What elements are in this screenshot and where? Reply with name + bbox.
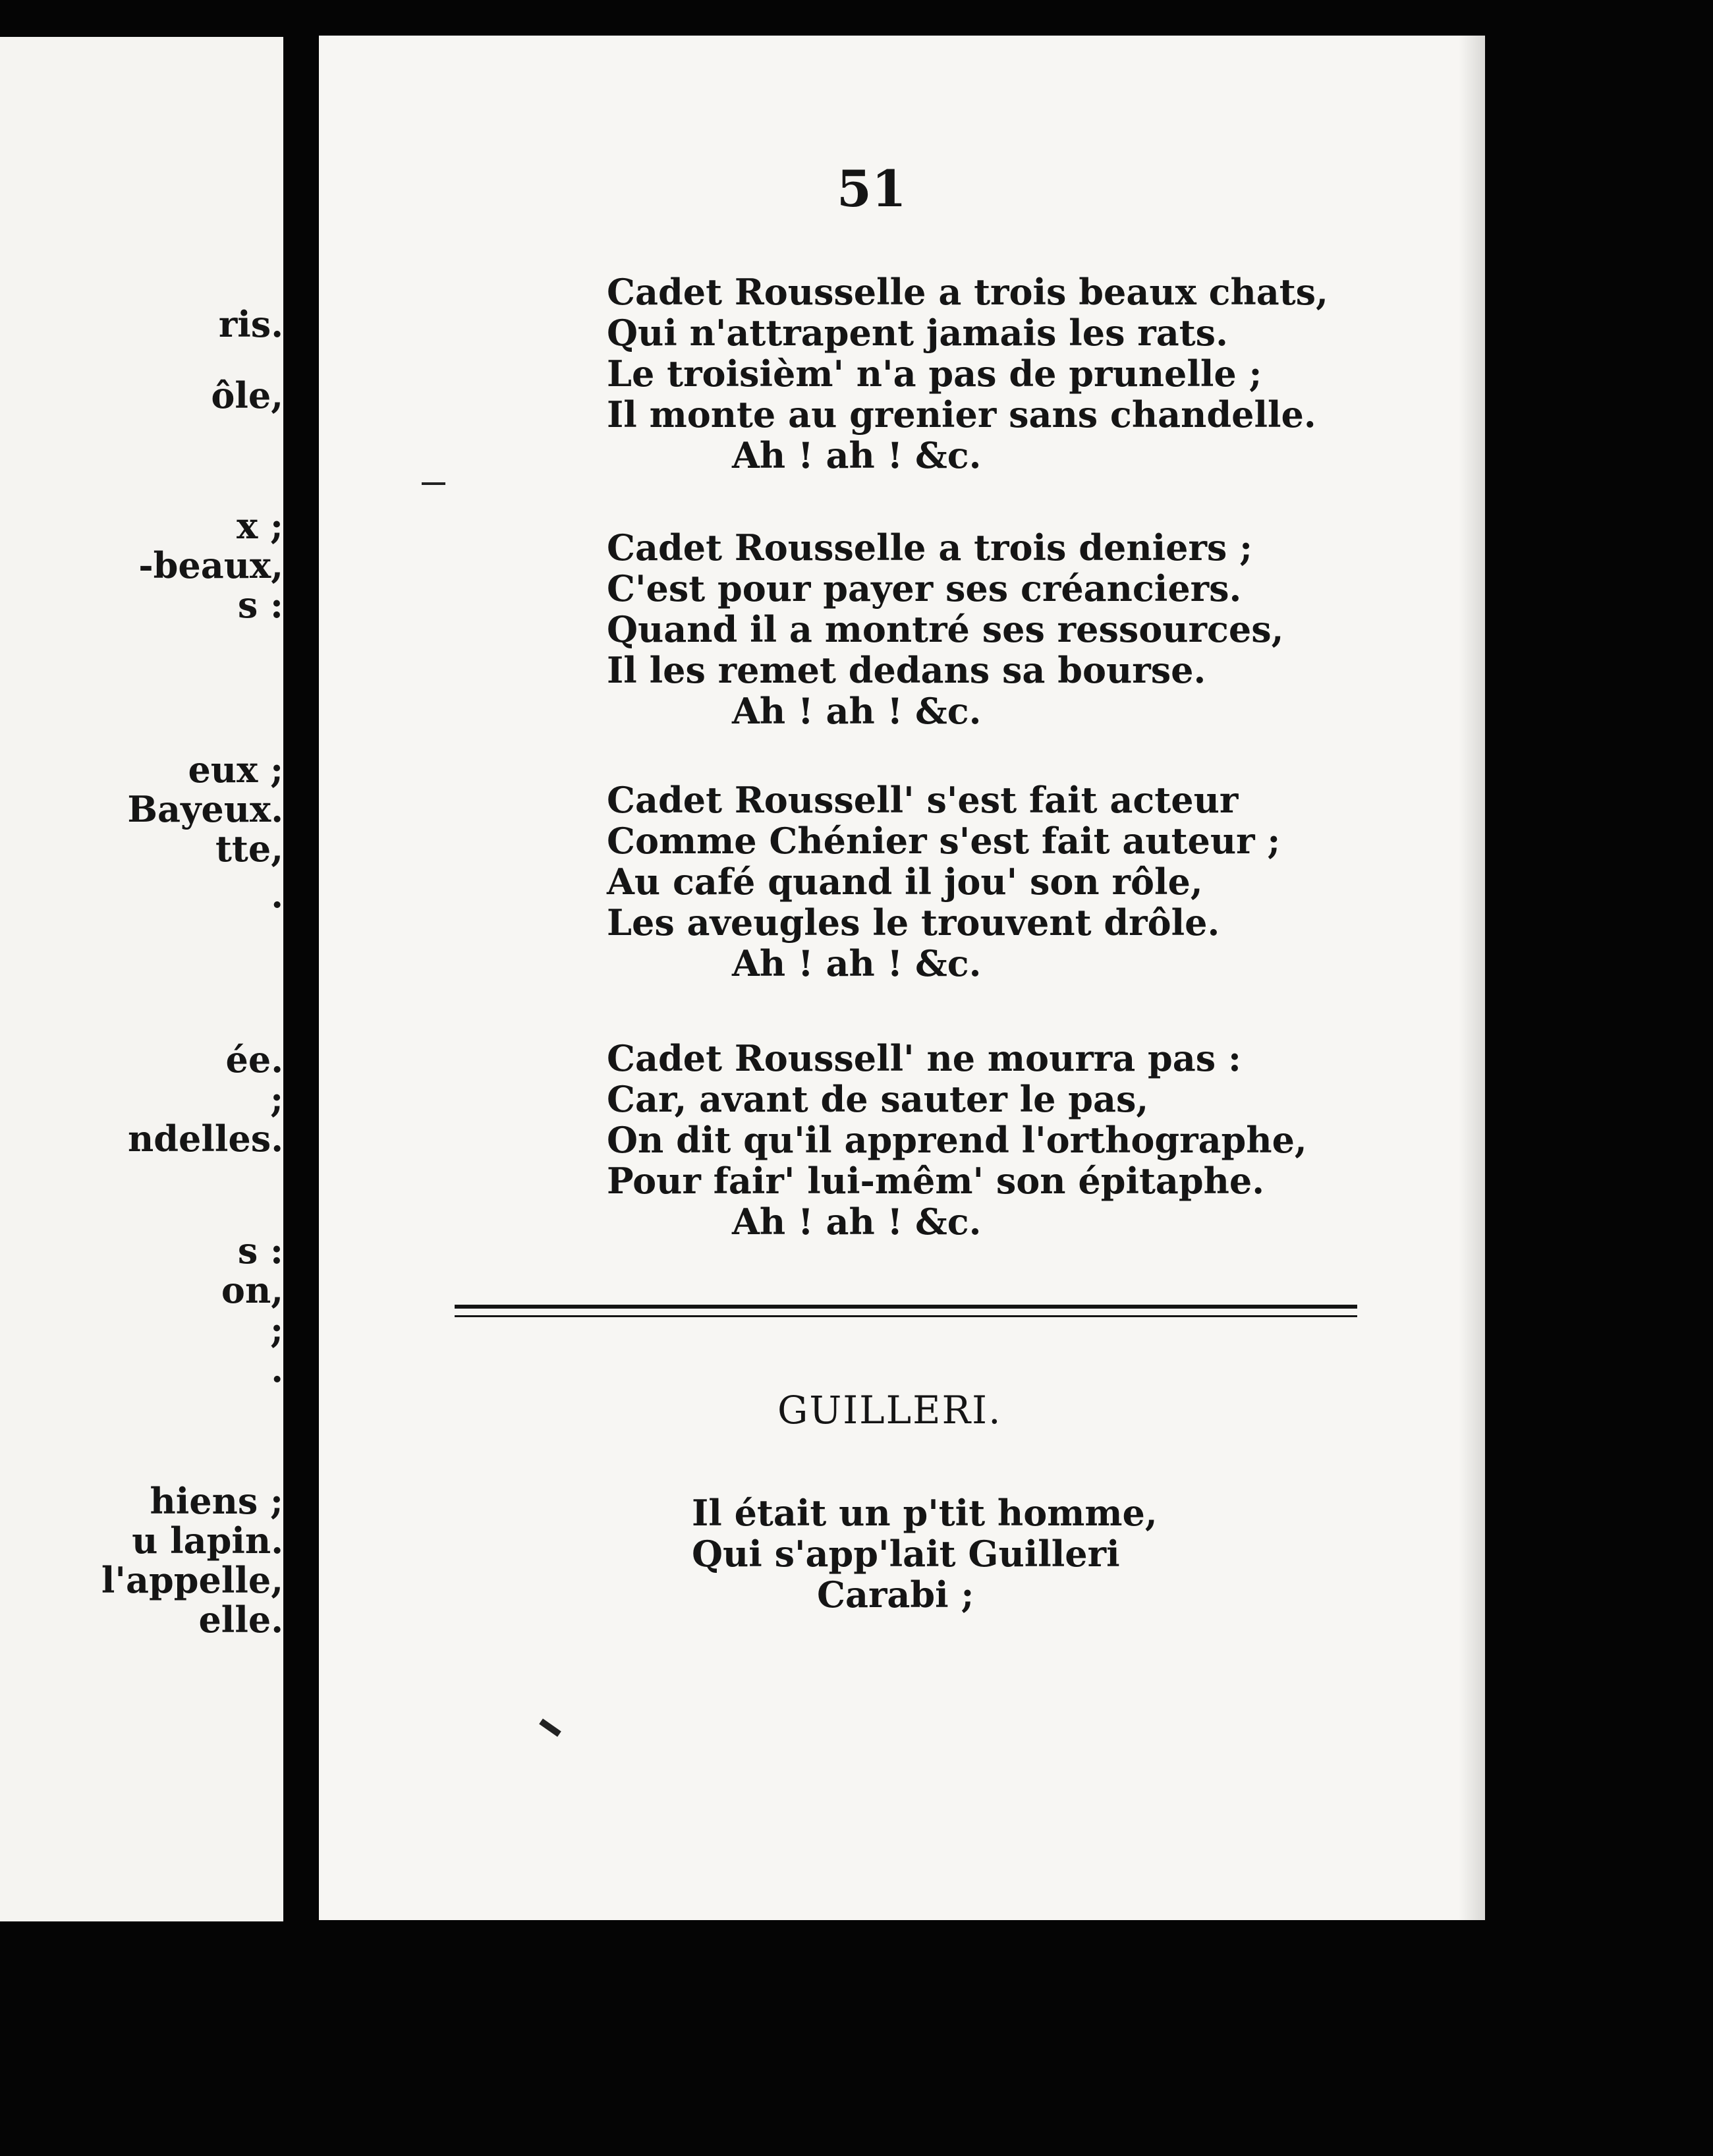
section-rule-thin bbox=[455, 1315, 1357, 1317]
verse-line: Qui n'attrapent jamais les rats. bbox=[607, 312, 1228, 354]
left-page-fragment: u lapin. bbox=[132, 1519, 283, 1562]
verse-line: Il monte au grenier sans chandelle. bbox=[607, 393, 1316, 436]
left-page bbox=[0, 37, 283, 1921]
section-rule-thick bbox=[455, 1305, 1357, 1309]
left-page-fragment: l'appelle, bbox=[101, 1559, 283, 1601]
left-page-fragment: ée. bbox=[225, 1038, 283, 1081]
verse-line: Cadet Roussell' ne mourra pas : bbox=[607, 1037, 1241, 1079]
verse-line: Quand il a montré ses ressources, bbox=[607, 608, 1284, 650]
verse-line: Le troisièm' n'a pas de prunelle ; bbox=[607, 353, 1262, 395]
verse-line: Les aveugles le trouvent drôle. bbox=[607, 901, 1220, 944]
left-page-fragment: s : bbox=[237, 1230, 283, 1272]
left-page-fragment: on, bbox=[221, 1269, 283, 1311]
verse-line: Cadet Roussell' s'est fait acteur bbox=[607, 779, 1239, 821]
left-page-fragment: ndelles. bbox=[128, 1118, 283, 1160]
left-page-fragment: x ; bbox=[237, 505, 283, 547]
left-page-fragment: ris. bbox=[218, 303, 283, 345]
left-page-fragment: ôle, bbox=[211, 374, 283, 416]
left-page-fragment: Bayeux. bbox=[127, 788, 283, 830]
left-page-fragment: ; bbox=[270, 1078, 283, 1120]
stanza-2 bbox=[607, 527, 1283, 731]
verse-line: Cadet Rousselle a trois beaux chats, bbox=[607, 271, 1328, 313]
left-page-fragment: elle. bbox=[198, 1599, 283, 1641]
left-page-fragment: . bbox=[271, 1348, 283, 1390]
verse-line: Car, avant de sauter le pas, bbox=[607, 1078, 1149, 1120]
verse-line: On dit qu'il apprend l'orthographe, bbox=[607, 1119, 1307, 1161]
verse-line: Comme Chénier s'est fait auteur ; bbox=[607, 820, 1281, 862]
song-line: Il était un p'tit homme, bbox=[692, 1492, 1158, 1534]
page-edge-shadow bbox=[1459, 36, 1485, 1920]
left-page-fragment: hiens ; bbox=[150, 1480, 283, 1522]
song-line: Qui s'app'lait Guilleri bbox=[692, 1533, 1120, 1575]
left-page-fragment: eux ; bbox=[188, 749, 283, 791]
left-page-fragment: tte, bbox=[215, 828, 283, 870]
left-page-fragment: s : bbox=[237, 584, 283, 626]
left-page-fragment: . bbox=[271, 874, 283, 916]
stanza-3 bbox=[607, 780, 1280, 984]
song-line: Carabi ; bbox=[817, 1574, 974, 1616]
verse-line: Cadet Rousselle a trois deniers ; bbox=[607, 526, 1253, 569]
verse-line: Il les remet dedans sa bourse. bbox=[607, 649, 1206, 691]
stanza-4 bbox=[607, 1038, 1307, 1242]
left-page-fragment: -beaux, bbox=[138, 544, 283, 586]
left-page-fragment: ; bbox=[270, 1309, 283, 1351]
verse-line: Au café quand il jou' son rôle, bbox=[607, 861, 1203, 903]
refrain-line: Ah ! ah ! &c. bbox=[732, 690, 982, 732]
verse-line: Pour fair' lui-mêm' son épitaphe. bbox=[607, 1160, 1265, 1202]
verse-line: C'est pour payer ses créanciers. bbox=[607, 567, 1242, 610]
refrain-line: Ah ! ah ! &c. bbox=[732, 434, 982, 476]
refrain-line: Ah ! ah ! &c. bbox=[732, 1201, 982, 1243]
stanza-1 bbox=[607, 271, 1328, 476]
refrain-line: Ah ! ah ! &c. bbox=[732, 942, 982, 984]
ink-speck bbox=[422, 482, 445, 485]
song-title: GUILLERI. bbox=[777, 1388, 1002, 1433]
page-number: 51 bbox=[837, 159, 907, 218]
